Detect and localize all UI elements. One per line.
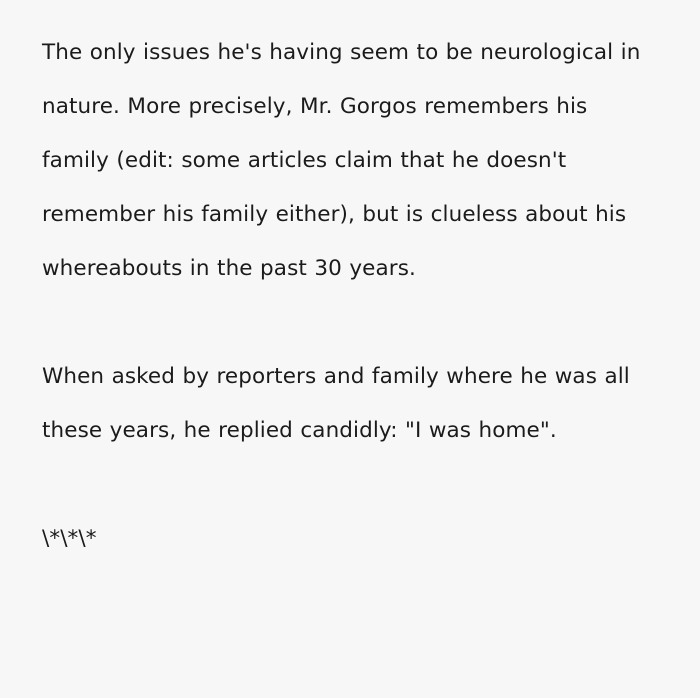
paragraph-intro: The only issues he's having seem to be neurological in nature. More precisely, Mr. Gorgos remembers his family (edit: some articles claim that he doesn't remember his family either), but is clueless about his whereabouts in the past 30 years. <box>42 40 648 281</box>
document-text-body <box>42 26 660 566</box>
paragraph-separator: \*\*\* <box>42 526 97 551</box>
paragraph-quote: When asked by reporters and family where he was all these years, he replied candidly: "I was home". <box>42 364 638 443</box>
